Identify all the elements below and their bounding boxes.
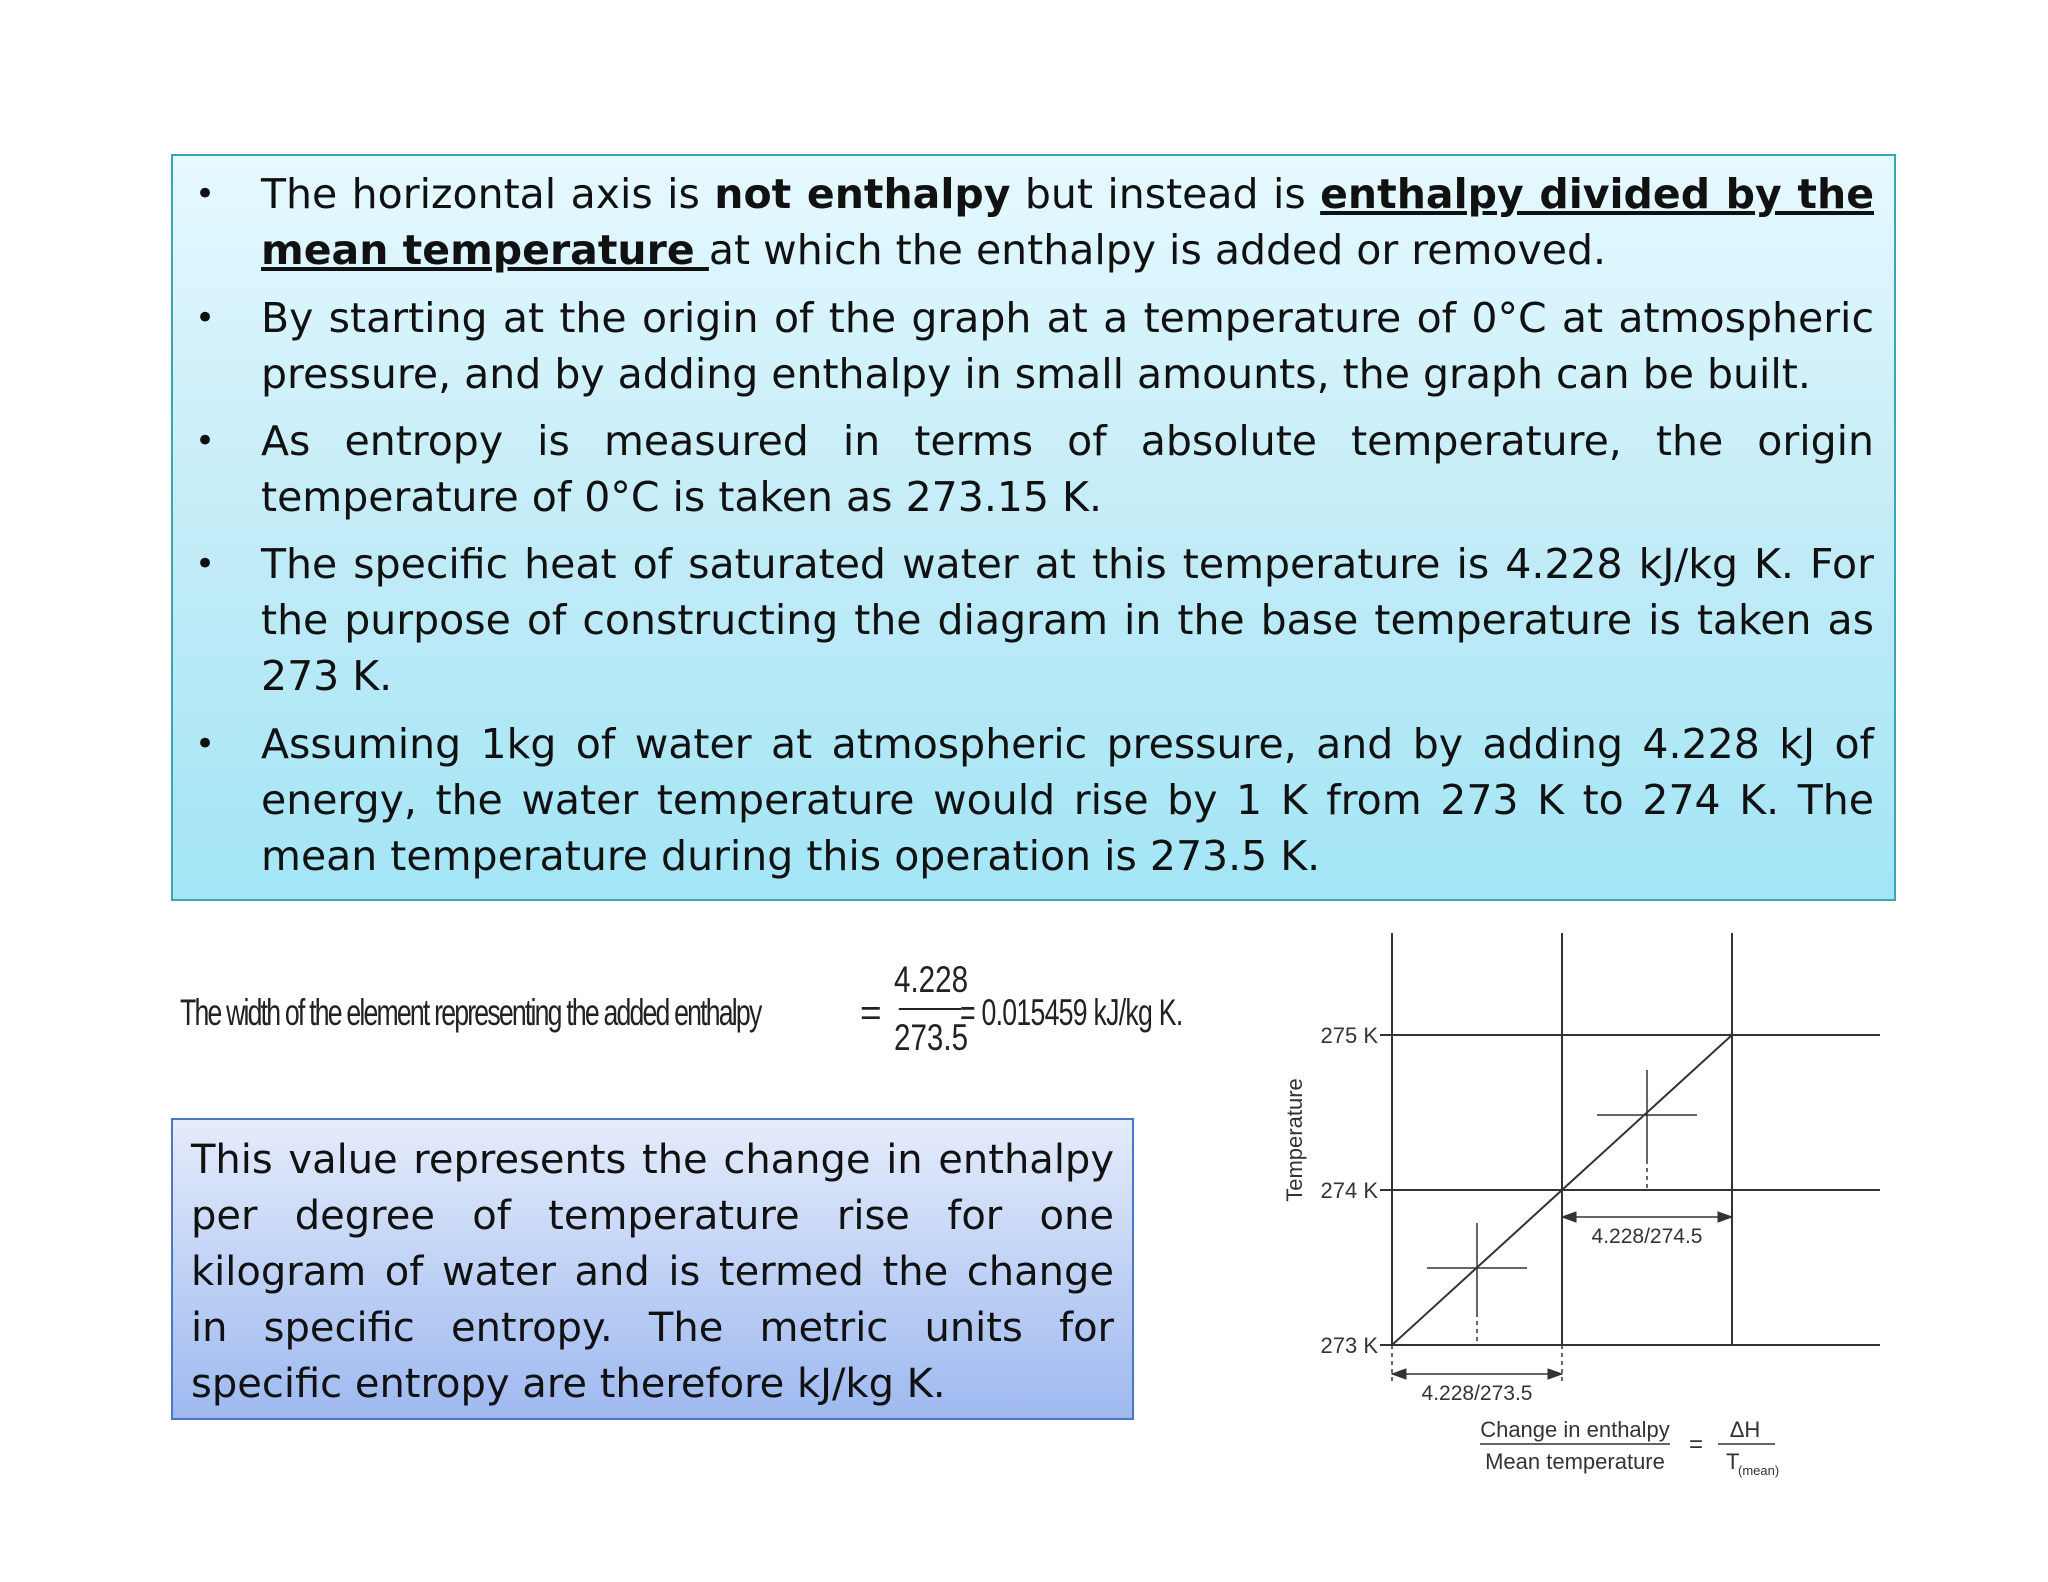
formula-result: = 0.015459 kJ/kg K.: [960, 992, 1183, 1033]
formula-denominator: 273.5: [894, 1017, 969, 1058]
tick-label-274k: 274 K: [1320, 1178, 1378, 1203]
bullet-item: [195, 716, 1874, 884]
y-axis-label: Temperature: [1282, 1078, 1307, 1202]
formula-lead-text: The width of the element representing the added enthalpy: [180, 992, 761, 1033]
note-panel: [171, 1118, 1134, 1420]
bullet-text: but instead is: [1010, 170, 1321, 218]
temperature-enthalpy-diagram: [1260, 925, 1900, 1495]
caption-denominator: Mean temperature: [1485, 1449, 1665, 1474]
formula-numerator: 4.228: [894, 959, 969, 1000]
bullet-text: The specific heat of saturated water at this temperature is 4.228 kJ/kg K. For the purpose of constructing the diagram in the base temperature is taken as 273 K.: [261, 540, 1874, 700]
caption-t-sub: (mean): [1738, 1463, 1780, 1478]
bullet-emphasis-underlined: enthalpy divided by the mean temperature: [261, 170, 1874, 274]
dim-upper-label: 4.228/274.5: [1591, 1225, 1703, 1248]
bullet-text: By starting at the origin of the graph at a temperature of 0°C at atmospheric pressure, and by adding enthalpy in small amounts, the graph can be built.: [261, 294, 1874, 398]
bullet-panel: [171, 154, 1896, 901]
bullet-dot: •: [195, 174, 216, 214]
formula-equals: =: [860, 992, 882, 1033]
diagram-svg: [1260, 925, 1900, 1495]
dim-lower-label: 4.228/273.5: [1421, 1382, 1533, 1405]
caption-numerator: Change in enthalpy: [1480, 1417, 1670, 1442]
bullet-emphasis: not enthalpy: [714, 170, 1011, 218]
formula-fraction: [894, 952, 969, 1066]
bullet-text: Assuming 1kg of water at atmospheric pressure, and by adding 4.228 kJ of energy, the water temperature would rise by 1 K from 273 K to 274 K. The mean temperature during this operation is 273.5 K.: [261, 720, 1874, 880]
tick-label-273k: 273 K: [1320, 1333, 1378, 1358]
arrowhead: [1562, 1212, 1576, 1222]
bullet-item: [195, 413, 1874, 525]
bullet-item: [195, 536, 1874, 704]
caption-equals: =: [1688, 1431, 1704, 1458]
arrowhead: [1392, 1369, 1406, 1379]
bullet-dot: •: [195, 724, 216, 764]
bullet-dot: •: [195, 421, 216, 461]
caption-delta-h: ΔH: [1729, 1417, 1761, 1442]
caption-t: T: [1726, 1449, 1740, 1474]
bullet-dot: •: [195, 298, 216, 338]
enthalpy-width-formula: [180, 952, 1220, 1077]
note-text: This value represents the change in enthalpy per degree of temperature rise for one kilogram of water and is termed the change in specific entropy. The metric units for specific entropy are therefore kJ/kg K.: [191, 1137, 1114, 1407]
bullet-text: As entropy is measured in terms of absolute temperature, the origin temperature of 0°C is taken as 273.15 K.: [261, 417, 1874, 521]
bullet-text: at which the enthalpy is added or removed.: [708, 226, 1607, 274]
arrowhead: [1548, 1369, 1562, 1379]
bullet-item: [195, 290, 1874, 402]
bullet-dot: •: [195, 544, 216, 584]
bullet-text: The horizontal axis is: [261, 170, 715, 218]
tick-label-275k: 275 K: [1320, 1023, 1378, 1048]
bullet-item: [195, 166, 1874, 278]
arrowhead: [1718, 1212, 1732, 1222]
